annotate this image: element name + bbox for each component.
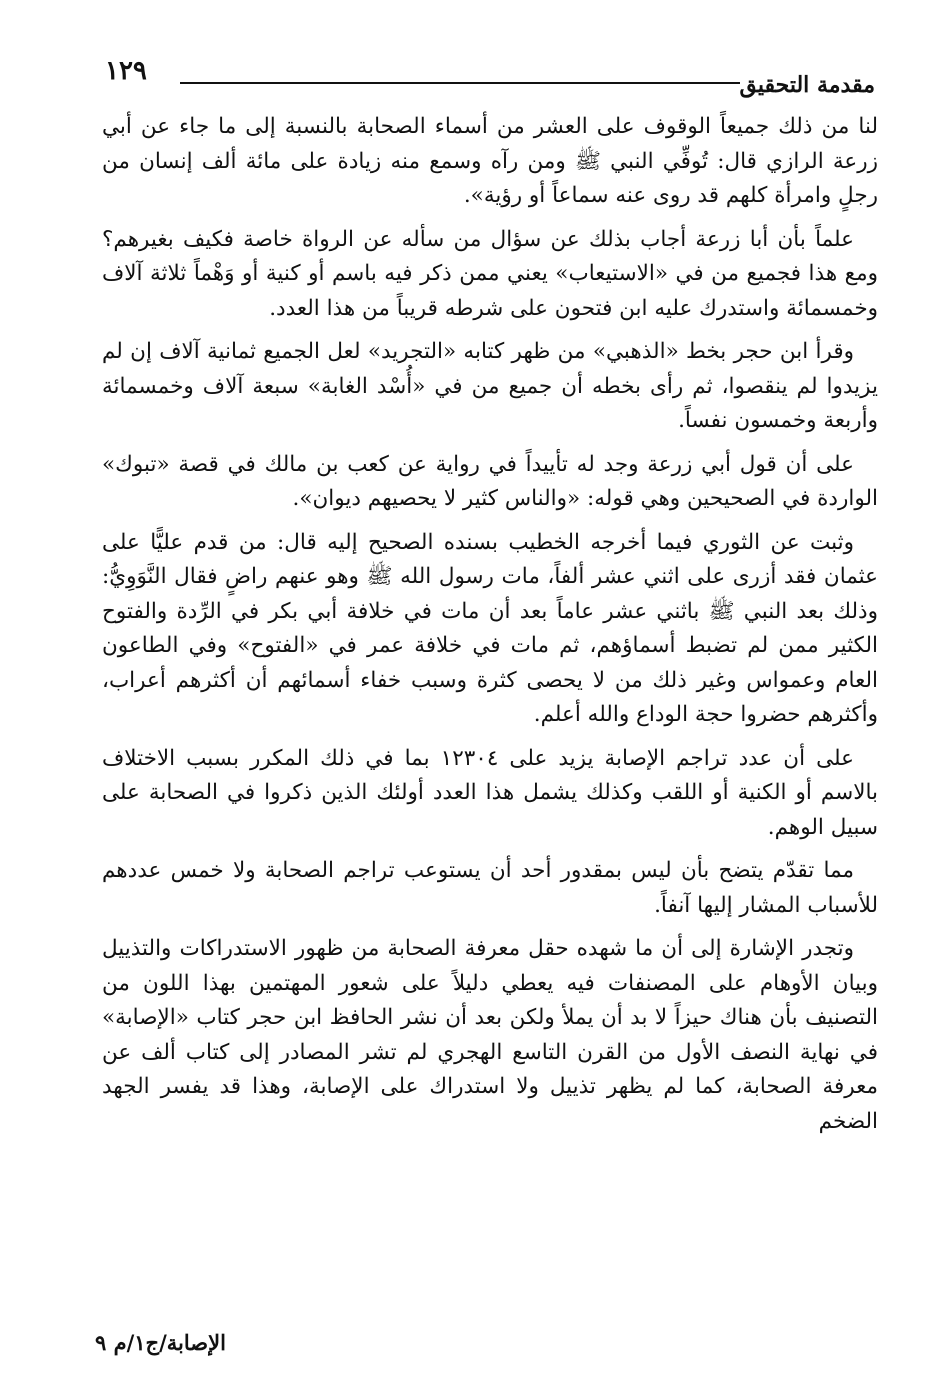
paragraph: علماً بأن أبا زرعة أجاب بذلك عن سؤال من سأله عن الرواة خاصة فكيف بغيرهم؟ ومع هذا فجميع من في «الاستيعاب» يعني ممن ذكر فيه باسم أو كنية أو وَهْماً ثلاثة آلاف وخمسمائة واستدرك عليه ابن فتحون على شرطه قريباً من هذا العدد. <box>102 226 878 321</box>
running-head-title: مقدمة التحقيق <box>739 72 875 98</box>
header-rule <box>180 82 740 84</box>
paragraph: على أن عدد تراجم الإصابة يزيد على ١٢٣٠٤ بما في ذلك المكرر بسبب الاختلاف بالاسم أو الكنية أو اللقب وكذلك يشمل هذا العدد أولئك الذين ذكروا في الصحابة على سبيل الوهم. <box>102 745 878 840</box>
signature-mark: الإصابة/ج١/م ٩ <box>95 1330 226 1355</box>
paragraph: مما تقدّم يتضح بأن ليس بمقدور أحد أن يستوعب تراجم الصحابة ولا خمس عددهم للأسباب المشار إليها آنفاً. <box>102 858 878 918</box>
paragraph: لنا من ذلك جميعاً الوقوف على العشر من أسماء الصحابة بالنسبة إلى ما جاء عن أبي زرعة الرازي قال: تُوفِّي النبي ﷺ ومن رآه وسمع منه زيادة على مائة ألف إنسان من رجلٍ وامرأة كلهم قد روى عنه سماعاً أو رؤية». <box>102 114 878 208</box>
page-body <box>102 110 878 1148</box>
paragraph: وتجدر الإشارة إلى أن ما شهده حقل معرفة الصحابة من ظهور الاستدراكات والتذييل وبيان الأوهام على المصنفات فيه يعطي دليلاً على شعور المهتمين بهذا اللون من التصنيف بأن هناك حيزاً لا بد أن يملأ ولكن بعد أن نشر الحافظ ابن حجر كتاب «الإصابة» في نهاية النصف الأول من القرن التاسع الهجري لم تشر المصادر إلى كتاب ألف عن معرفة الصحابة، كما لم يظهر تذييل ولا استدراك على الإصابة، وهذا قد يفسر الجهد الضخم <box>102 936 878 1134</box>
page-number: ١٢٩ <box>105 56 147 86</box>
paragraph: على أن قول أبي زرعة وجد له تأييداً في رواية عن كعب بن مالك في قصة «تبوك» الواردة في الصحيحين وهي قوله: «والناس كثير لا يحصيهم ديوان». <box>102 451 878 511</box>
paragraph: وقرأ ابن حجر بخط «الذهبي» من ظهر كتابه «التجريد» لعل الجميع ثمانية آلاف إن لم يزيدوا لم ينقصوا، ثم رأى بخطه أن جميع من في «أُسْد الغابة» سبعة آلاف وخمسمائة وأربعة وخمسون نفساً. <box>102 339 878 433</box>
paragraph: وثبت عن الثوري فيما أخرجه الخطيب بسنده الصحيح إليه قال: من قدم عليًّا على عثمان فقد أزرى على اثني عشر ألفاً، مات رسول الله ﷺ وهو عنهم راضٍ فقال النَّوَوِيُّ: وذلك بعد النبي ﷺ باثني عشر عاماً بعد أن مات في خلافة أبي بكر في الرِّدة والفتوح الكثير ممن لم تضبط أسماؤهم، ثم مات في خلافة عمر في «الفتوح» وفي الطاعون العام وعمواس وغير ذلك من لا يحصى كثرة وسبب خفاء أسمائهم أن أكثرهم أعراب، وأكثرهم حضروا حجة الوداع والله أعلم. <box>102 529 878 727</box>
page-header <box>105 52 875 102</box>
